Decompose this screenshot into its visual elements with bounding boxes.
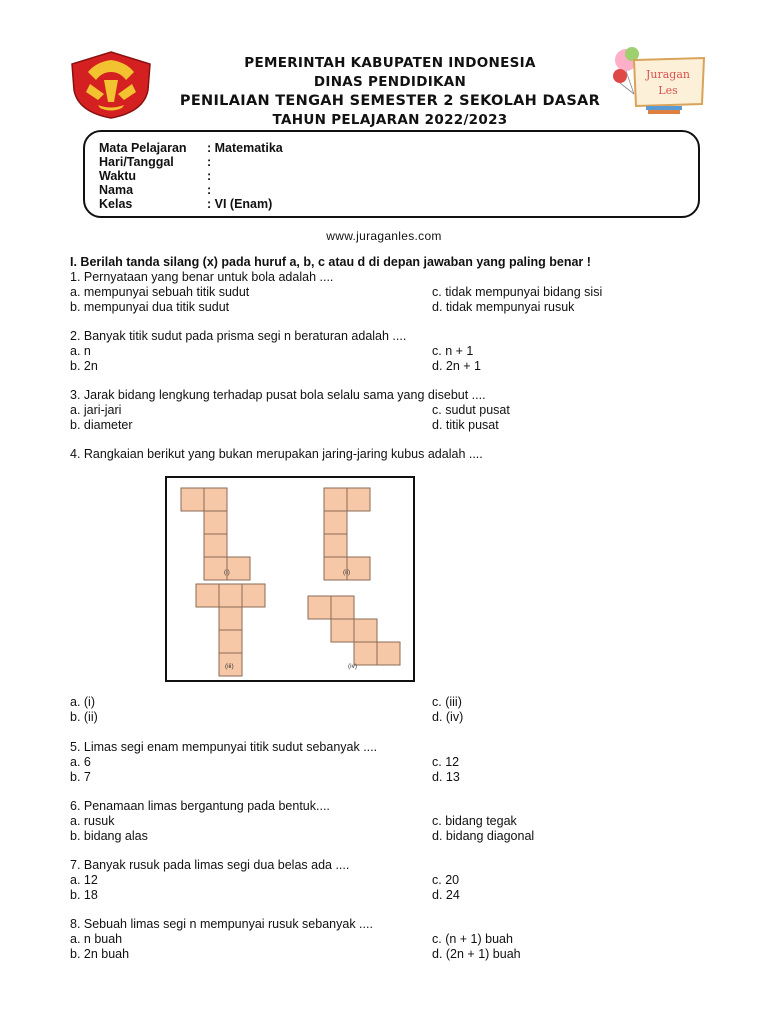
- net-iv-square: [331, 619, 354, 642]
- q3-option-b: b. diameter: [70, 418, 133, 432]
- info-date: Hari/Tanggal :: [99, 155, 212, 169]
- school-header: [150, 54, 630, 130]
- net-iii-square: [242, 584, 265, 607]
- q5-option-c: c. 12: [432, 755, 460, 769]
- question-6: 6. Penamaan limas bergantung pada bentuk....: [70, 799, 330, 813]
- q3-option-d: d. titik pusat: [432, 418, 499, 432]
- net-label-i: (i): [224, 569, 230, 576]
- q5-option-d: d. 13: [432, 770, 460, 784]
- svg-text:Juragan: Juragan: [646, 68, 690, 81]
- cube-nets-drawing: [167, 478, 413, 680]
- q1-option-c: c. tidak mempunyai bidang sisi: [432, 285, 603, 299]
- juragan-les-logo: [612, 46, 708, 118]
- net-i-square: [227, 557, 250, 580]
- net-label-ii: (ii): [343, 569, 351, 576]
- q2-option-b: b. 2n: [70, 359, 98, 373]
- net-i-square: [204, 534, 227, 557]
- q8-option-d: d. (2n + 1) buah: [432, 947, 521, 961]
- net-iv-square: [331, 596, 354, 619]
- header-school-year: TAHUN PELAJARAN 2022/2023: [272, 112, 508, 128]
- net-iii-square: [219, 584, 242, 607]
- q3-option-c: c. sudut pusat: [432, 403, 510, 417]
- header-exam-title: PENILAIAN TENGAH SEMESTER 2 SEKOLAH DASAR: [179, 93, 601, 109]
- net-ii-square: [324, 511, 347, 534]
- q6-option-c: c. bidang tegak: [432, 814, 517, 828]
- instruction: I. Berilah tanda silang (x) pada huruf a, b, c atau d di depan jawaban yang paling benar !: [70, 255, 591, 269]
- info-time: Waktu :: [99, 169, 212, 183]
- q6-option-a: a. rusuk: [70, 814, 115, 828]
- net-iv-square: [377, 642, 400, 665]
- q4-option-c: c. (iii): [432, 695, 462, 709]
- q5-option-a: a. 6: [70, 755, 91, 769]
- info-name: Nama :: [99, 183, 212, 197]
- question-2: 2. Banyak titik sudut pada prisma segi n beraturan adalah ....: [70, 329, 407, 343]
- net-i-square: [181, 488, 204, 511]
- info-class: Kelas : VI (Enam): [99, 197, 273, 211]
- question-3: 3. Jarak bidang lengkung terhadap pusat bola selalu sama yang disebut ....: [70, 388, 486, 402]
- q6-option-b: b. bidang alas: [70, 829, 148, 843]
- website-url: www.juraganles.com: [326, 229, 442, 243]
- q5-option-b: b. 7: [70, 770, 91, 784]
- q1-option-a: a. mempunyai sebuah titik sudut: [70, 285, 250, 299]
- q7-option-c: c. 20: [432, 873, 460, 887]
- net-ii-square: [347, 557, 370, 580]
- q8-option-c: c. (n + 1) buah: [432, 932, 513, 946]
- net-label-iv: (iv): [348, 663, 358, 670]
- q7-option-d: d. 24: [432, 888, 460, 902]
- q4-option-d: d. (iv): [432, 710, 464, 724]
- net-iv-square: [354, 619, 377, 642]
- header-department: DINAS PENDIDIKAN: [313, 74, 467, 90]
- q2-option-c: c. n + 1: [432, 344, 474, 358]
- net-label-iii: (iii): [225, 663, 234, 670]
- q2-option-d: d. 2n + 1: [432, 359, 481, 373]
- header-government: PEMERINTAH KABUPATEN INDONESIA: [244, 55, 536, 71]
- q8-option-a: a. n buah: [70, 932, 123, 946]
- q1-option-b: b. mempunyai dua titik sudut: [70, 300, 230, 314]
- net-iii-square: [219, 630, 242, 653]
- question-4: 4. Rangkaian berikut yang bukan merupakan jaring-jaring kubus adalah ....: [70, 447, 483, 461]
- question-7: 7. Banyak rusuk pada limas segi dua belas ada ....: [70, 858, 350, 872]
- q4-option-b: b. (ii): [70, 710, 98, 724]
- cube-nets-figure: [165, 476, 415, 682]
- q3-option-a: a. jari-jari: [70, 403, 122, 417]
- q4-option-a: a. (i): [70, 695, 95, 709]
- net-iii-square: [196, 584, 219, 607]
- net-ii-square: [324, 534, 347, 557]
- net-iv-square: [354, 642, 377, 665]
- question-8: 8. Sebuah limas segi n mempunyai rusuk sebanyak ....: [70, 917, 373, 931]
- svg-text:Les: Les: [658, 84, 678, 97]
- q8-option-b: b. 2n buah: [70, 947, 130, 961]
- q1-option-d: d. tidak mempunyai rusuk: [432, 300, 575, 314]
- net-ii-square: [324, 488, 347, 511]
- tut-wuri-handayani-logo: [68, 50, 154, 120]
- student-info-box: [83, 130, 700, 218]
- q7-option-a: a. 12: [70, 873, 98, 887]
- question-5: 5. Limas segi enam mempunyai titik sudut sebanyak ....: [70, 740, 378, 754]
- q7-option-b: b. 18: [70, 888, 98, 902]
- net-iv-square: [308, 596, 331, 619]
- net-i-square: [204, 511, 227, 534]
- net-iii-square: [219, 607, 242, 630]
- info-subject: Mata Pelajaran : Matematika: [99, 141, 283, 155]
- question-1: 1. Pernyataan yang benar untuk bola adalah ....: [70, 270, 334, 284]
- q6-option-d: d. bidang diagonal: [432, 829, 535, 843]
- net-i-square: [204, 488, 227, 511]
- net-ii-square: [347, 488, 370, 511]
- q2-option-a: a. n: [70, 344, 91, 358]
